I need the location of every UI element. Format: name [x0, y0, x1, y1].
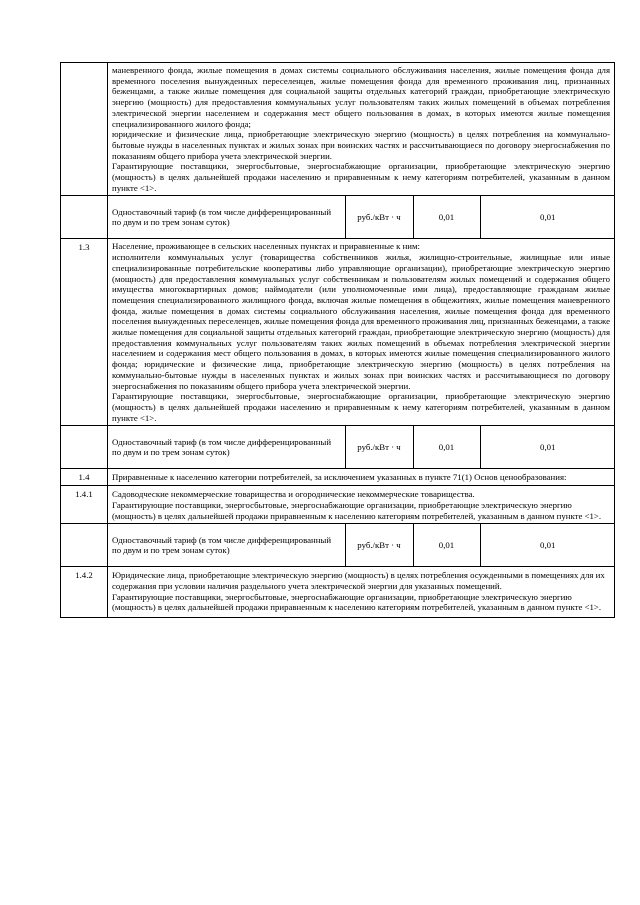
empty-number-cell: [61, 426, 108, 469]
tariff-unit: руб./кВт · ч: [345, 426, 413, 468]
paragraph: маневренного фонда, жилые помещения в домах системы социального обслуживания населения, жилые помещения фонда для временного поселения вынужденных переселенцев, жилые помещения фонда для временного проживания лиц, признанных беженцами, а также жилые помещения для социальной защиты отдельных категорий граждан, приобретающие электрическую энергию (мощность) для предоставления коммунальных услуг пользователям таких жилых помещений в объемах потребления электрической энергии населением и содержания мест общего пользования в домах, в которых имеются жилые помещения специализированного жилого фонда;: [112, 65, 610, 129]
tariff-value-second-half: 0,01: [540, 539, 556, 550]
tariff-row: [61, 524, 615, 567]
row-number: [61, 63, 108, 196]
empty-number-cell: [61, 524, 108, 567]
row-description: [108, 486, 615, 524]
paragraph: Приравненные к населению категории потребителей, за исключением указанных в пункте 71(1) Основ ценообразования:: [112, 472, 567, 483]
paragraph: Юридические лица, приобретающие электрическую энергию (мощность) в целях потребления осужденными в помещениях для их содержания при условии наличия раздельного учета электрической энергии для указанных помещений.: [112, 570, 605, 591]
row-description: [108, 239, 615, 426]
paragraph: Гарантирующие поставщики, энергосбытовые, энергоснабжающие организации, приобретающие электрическую энергию (мощность) в целях дальнейшей продажи населению и приравненным к нему категориям потребителей, указанным в данном пункте <1>.: [112, 161, 610, 193]
tariff-value-first-half: 0,01: [413, 196, 480, 238]
paragraph: исполнители коммунальных услуг (товарищества собственников жилья, жилищно-строительные, жилищные или иные специализированные потребительские кооперативы либо управляющие организации), приобретающие электрическую энергию (мощность) для предоставления коммунальных услуг собственникам и пользователям жилых помещений и содержания общего имущества многоквартирных домов; наймодатели (или уполномоченные ими лица), предоставляющие гражданам жилые помещения специализированного жилищного фонда, включая жилые помещения в общежитиях, жилые помещения маневренного фонда, жилые помещения в домах системы социального обслуживания населения, жилые помещения фонда для временного поселения вынужденных переселенцев, жилые помещения фонда для временного проживания лиц, признанных беженцами, а также жилые помещения для социальной защиты отдельных категорий граждан, приобретающие электрическую энергию (мощность) для предоставления коммунальных услуг пользователям таких жилых помещений в объемах потребления электрической энергии населением и содержания мест общего пользования в домах, в которых имеются жилые помещения специализированного жилого фонда; юридические и физические лица, приобретающие электрическую энергию (мощность) в целях потребления на коммунально-бытовые нужды в населенных пунктах и жилых зонах при воинских частях и рассчитывающиеся по договору энергоснабжения по показаниям общего прибора учета электрической энергии.: [112, 252, 610, 391]
paragraph: юридические и физические лица, приобретающие электрическую энергию (мощность) в целях потребления на коммунально-бытовые нужды в населенных пунктах и жилых зонах при воинских частях и рассчитывающиеся по договору энергоснабжения по показаниям общего прибора учета электрической энергии.: [112, 129, 610, 161]
table-row: [61, 469, 615, 486]
paragraph: Садоводческие некоммерческие товарищества и огороднические некоммерческие товарищества.: [112, 489, 475, 500]
paragraph: Гарантирующие поставщики, энергосбытовые, энергоснабжающие организации, приобретающие электрическую энергию (мощность) в целях дальнейшей продажи приравненным к населению категориям потребителей, указанным в данном пункте <1>.: [112, 591, 602, 613]
row-number: 1.4: [61, 469, 108, 486]
tariff-value-second-half: 0,01: [540, 442, 556, 453]
empty-number-cell: [61, 196, 108, 239]
row-description: [108, 469, 615, 486]
paragraph: Гарантирующие поставщики, энергосбытовые, энергоснабжающие организации, приобретающие электрическую энергию (мощность) в целях дальнейшей продажи населению и приравненным к нему категориям потребителей, указанным в данном пункте <1>.: [112, 391, 610, 423]
row-number: 1.4.1: [61, 486, 108, 524]
tariff-unit: руб./кВт · ч: [345, 524, 413, 566]
table-row: [61, 239, 615, 426]
tariff-row: [61, 426, 615, 469]
tariff-value-first-half: 0,01: [413, 524, 480, 566]
table-row: [61, 567, 615, 618]
paragraph: Население, проживающее в сельских населенных пунктах и приравненные к ним:: [112, 241, 420, 252]
row-description: [108, 567, 615, 618]
tariff-document-table: [60, 62, 615, 618]
tariff-unit: руб./кВт · ч: [345, 196, 413, 238]
table-row: [61, 486, 615, 524]
row-number: 1.3: [61, 239, 108, 426]
tariff-table: [108, 426, 615, 468]
tariff-name: Одноставочный тариф (в том числе дифференцированный по двум и по трем зонам суток): [108, 196, 345, 238]
tariff-name: Одноставочный тариф (в том числе дифференцированный по двум и по трем зонам суток): [108, 524, 345, 566]
row-number: 1.4.2: [61, 567, 108, 618]
table-row: [61, 63, 615, 196]
tariff-table: [108, 196, 615, 238]
tariff-table: [108, 524, 615, 566]
row-description: [108, 63, 615, 196]
tariff-row: [61, 196, 615, 239]
paragraph: Гарантирующие поставщики, энергосбытовые, энергоснабжающие организации, приобретающие электрическую энергию (мощность) в целях дальнейшей продажи приравненным к населению категориям потребителей, указанным в данном пункте <1>.: [112, 499, 602, 521]
tariff-value-first-half: 0,01: [413, 426, 480, 468]
tariff-name: Одноставочный тариф (в том числе дифференцированный по двум и по трем зонам суток): [108, 426, 345, 468]
tariff-value-second-half: 0,01: [540, 212, 556, 223]
